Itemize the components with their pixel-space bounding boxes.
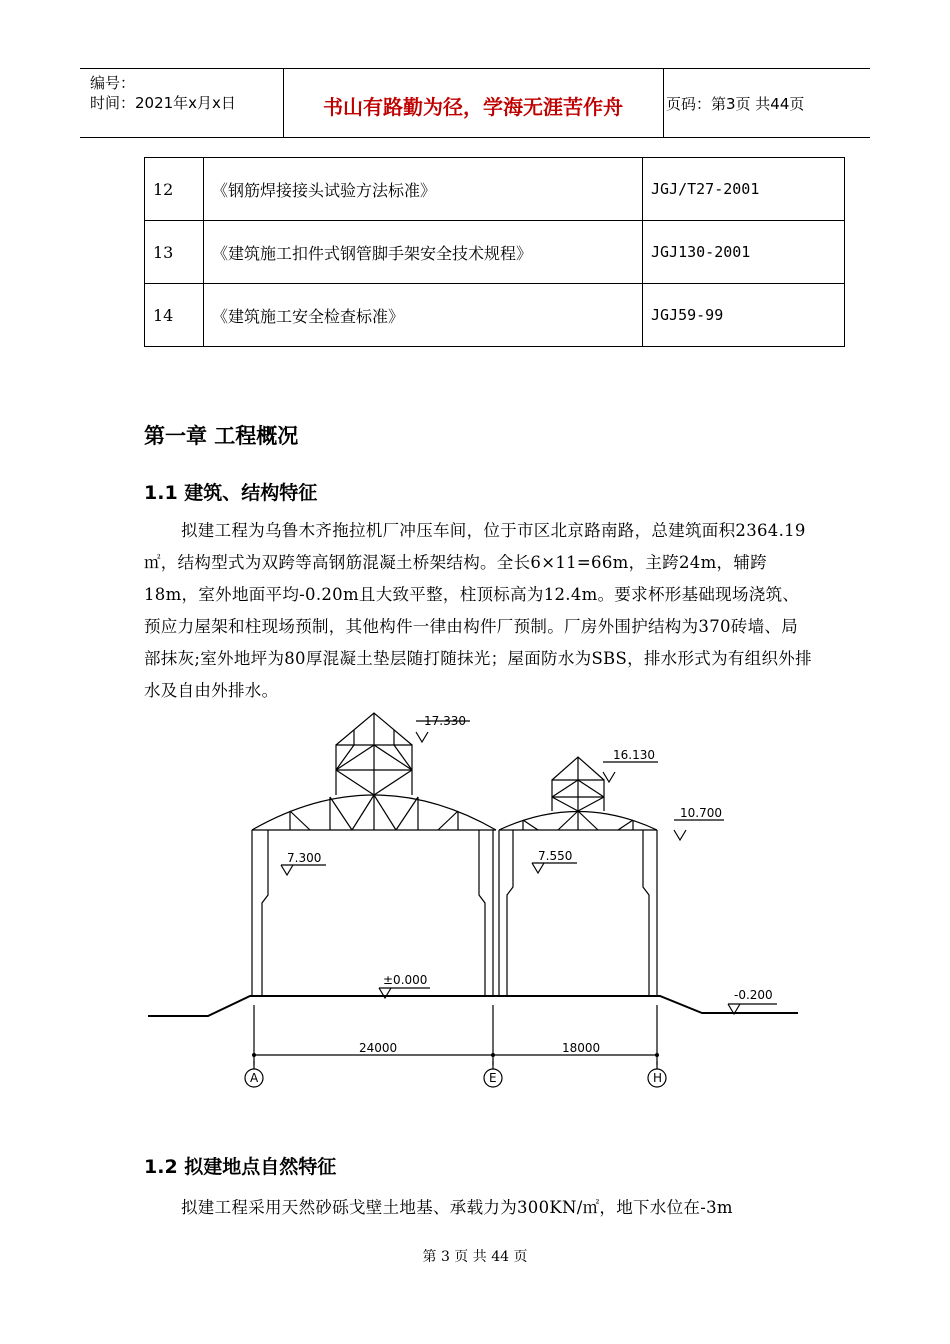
table-row xyxy=(145,158,845,221)
axis-label-a: A xyxy=(250,1071,259,1085)
elevation-bracket-left: 7.300 xyxy=(287,851,322,865)
document-date: 时间：2021年x月x日 xyxy=(90,94,236,112)
section-1-2-paragraph: 拟建工程采用天然砂砾戈壁土地基、承载力为300KN/㎡，地下水位在-3m xyxy=(181,1198,733,1217)
header-motto: 书山有路勤为径，学海无涯苦作舟 xyxy=(323,95,623,119)
section-1-1-paragraph: 拟建工程为乌鲁木齐拖拉机厂冲压车间，位于市区北京路南路，总建筑面积2364.19㎡，结构型式为双跨等高钢筋混凝土桥架结构。全长6×11=66m，主跨24m，辅跨18m，室外地面平均-0.20m且大致平整，柱顶标高为12.4m。要求杯形基础现场浇筑、预应力屋架和柱现场预制，其他构件一律由构件厂预制。厂房外围护结构为370砖墙、局部抹灰;室外地坪为80厚混凝土垫层随打随抹光；屋面防水为SBS，排水形式为有组织外排水及自由外排水。 xyxy=(144,521,812,700)
elevation-outdoor: -0.200 xyxy=(734,988,773,1002)
axis-label-h: H xyxy=(653,1071,663,1085)
ref-number: 12 xyxy=(145,158,204,221)
table-row xyxy=(145,221,845,284)
ref-number: 13 xyxy=(145,221,204,284)
ref-code: JGJ/T27-2001 xyxy=(643,158,845,221)
ref-number: 14 xyxy=(145,284,204,347)
elevation-bracket-right: 7.550 xyxy=(538,849,573,863)
header-divider xyxy=(663,69,664,137)
span-dimension-main: 24000 xyxy=(359,1041,398,1055)
table-row xyxy=(145,284,845,347)
ref-code: JGJ130-2001 xyxy=(643,221,845,284)
references-table xyxy=(144,157,845,347)
section-title-1-2: 1.2 拟建地点自然特征 xyxy=(144,1156,337,1178)
elevation-skylight-left: 17.330 xyxy=(424,714,466,728)
ref-title: 《建筑施工安全检查标准》 xyxy=(204,284,643,347)
chapter-title: 第一章 工程概况 xyxy=(144,424,299,448)
building-section-drawing xyxy=(140,705,800,1095)
page-footer: 第 3 页 共 44 页 xyxy=(422,1249,528,1265)
elevation-eave: 10.700 xyxy=(680,806,722,820)
header-meta xyxy=(90,73,236,113)
header-page-info: 页码：第3页 共44页 xyxy=(666,95,805,113)
ref-code: JGJ59-99 xyxy=(643,284,845,347)
span-dimension-aux: 18000 xyxy=(562,1041,601,1055)
ref-title: 《建筑施工扣件式钢管脚手架安全技术规程》 xyxy=(204,221,643,284)
ref-title: 《钢筋焊接接头试验方法标准》 xyxy=(204,158,643,221)
axis-label-e: E xyxy=(489,1071,497,1085)
section-title-1-1: 1.1 建筑、结构特征 xyxy=(144,482,318,504)
document-number-label: 编号： xyxy=(90,74,136,92)
page-header xyxy=(80,68,870,138)
elevation-skylight-right: 16.130 xyxy=(613,748,655,762)
elevation-floor: ±0.000 xyxy=(383,973,428,987)
